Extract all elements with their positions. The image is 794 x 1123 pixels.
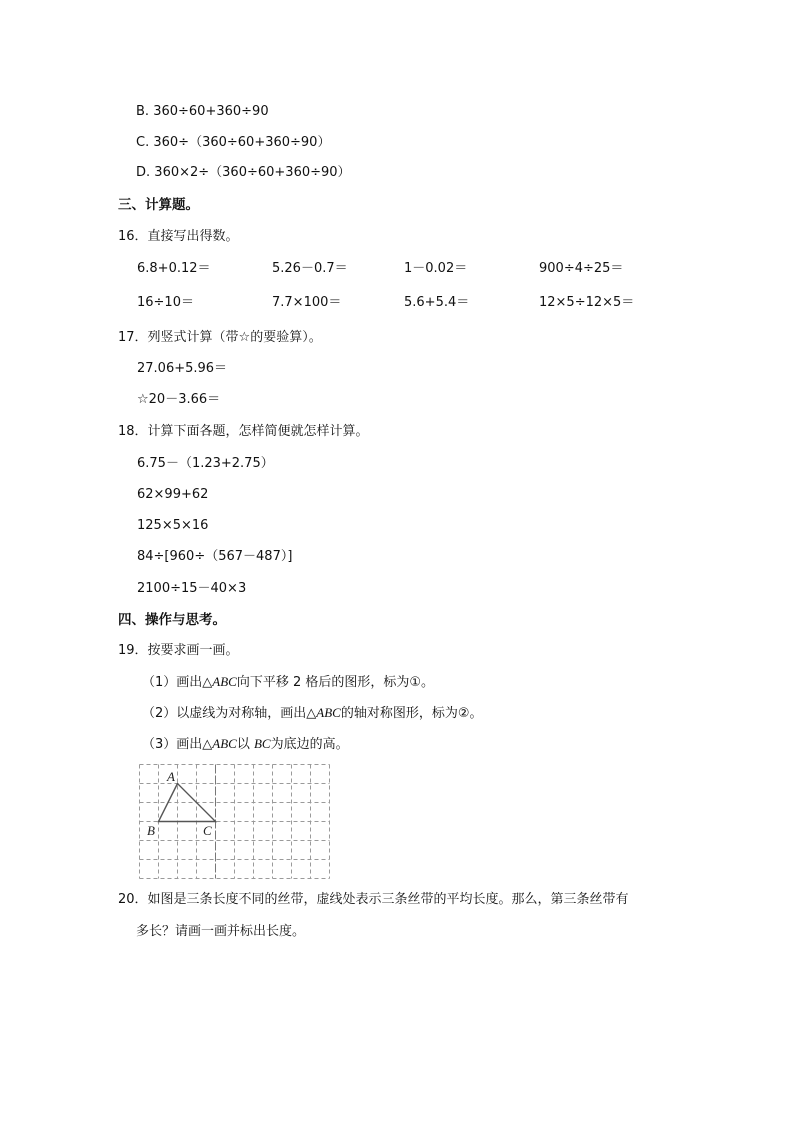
- option-label: C.: [136, 135, 150, 150]
- text: （3）画出△: [142, 737, 213, 752]
- label-a: A: [167, 769, 175, 784]
- option-text: 360÷60+360÷90: [153, 104, 269, 119]
- text: 的轴对称图形，标为②。: [340, 706, 483, 721]
- equation: 6.8+0.12＝: [137, 261, 211, 276]
- triangle-name: ABC: [212, 736, 237, 751]
- question-19-sub-1: [142, 674, 434, 691]
- equation: 5.26－0.7＝: [272, 261, 348, 276]
- question-18-item-3: 125×5×16: [137, 518, 209, 533]
- grid-figure: [139, 764, 333, 882]
- text: （2）以虚线为对称轴，画出△: [142, 706, 317, 721]
- option-text: 360×2÷（360÷60+360÷90）: [154, 165, 351, 180]
- question-16-title: 16．直接写出得数。: [118, 229, 239, 244]
- question-17-item-2: ☆20－3.66＝: [137, 392, 221, 407]
- question-19-sub-2: [142, 705, 483, 722]
- label-b: B: [147, 823, 155, 838]
- question-17-title: 17．列竖式计算（带☆的要验算）。: [118, 330, 322, 345]
- question-18-item-2: 62×99+62: [137, 487, 209, 502]
- question-18-item-4: 84÷[960÷（567－487）]: [137, 549, 293, 564]
- question-20-line-2: 多长？请画一画并标出长度。: [136, 924, 306, 939]
- question-18-item-1: 6.75－（1.23+2.75）: [137, 456, 274, 471]
- section-title-calculation: 三、计算题。: [118, 197, 199, 213]
- triangle-abc: [159, 784, 216, 822]
- option-text: 360÷（360÷60+360÷90）: [153, 135, 331, 150]
- text: 为底边的高。: [270, 737, 349, 752]
- option-c: [136, 135, 330, 151]
- text: 向下平移 2 格后的图形，标为①。: [236, 675, 435, 690]
- question-19-sub-3: [142, 736, 349, 753]
- text: 以: [236, 737, 254, 752]
- question-18-item-5: 2100÷15－40×3: [137, 581, 247, 596]
- question-17-item-1: 27.06+5.96＝: [137, 361, 228, 376]
- equation: 16÷10＝: [137, 295, 194, 310]
- text: （1）画出△: [142, 675, 213, 690]
- equation: 12×5÷12×5＝: [539, 295, 635, 310]
- section-title-operation: 四、操作与思考。: [118, 612, 226, 628]
- equation: 1－0.02＝: [404, 261, 468, 276]
- equation: 5.6+5.4＝: [404, 295, 470, 310]
- segment-name: BC: [253, 736, 271, 751]
- option-label: D.: [136, 165, 151, 180]
- option-b: [136, 104, 269, 120]
- question-19-title: 19．按要求画一画。: [118, 643, 239, 658]
- triangle-name: ABC: [316, 705, 341, 720]
- option-d: [136, 165, 351, 181]
- option-label: B.: [136, 104, 150, 119]
- equation: 900÷4÷25＝: [539, 261, 624, 276]
- question-20-line-1: 20．如图是三条长度不同的丝带，虚线处表示三条丝带的平均长度。那么，第三条丝带有: [118, 892, 629, 907]
- equation: 7.7×100＝: [272, 295, 342, 310]
- triangle-name: ABC: [212, 674, 237, 689]
- label-c: C: [203, 823, 212, 838]
- question-18-title: 18．计算下面各题，怎样简便就怎样计算。: [118, 424, 369, 439]
